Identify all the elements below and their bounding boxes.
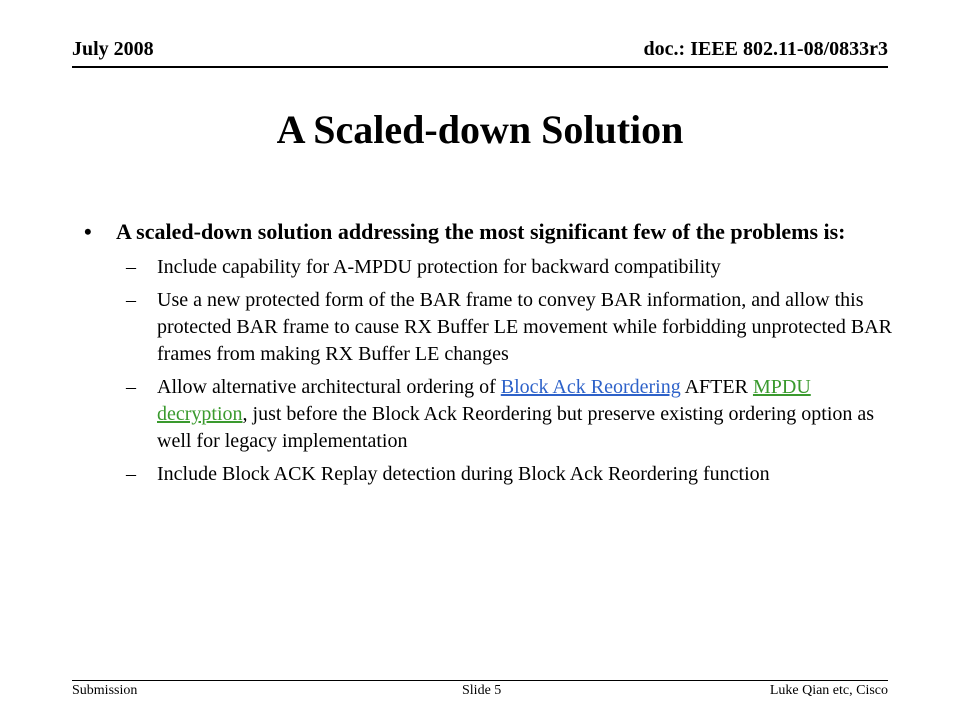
sub-bullet-text-mid: AFTER	[680, 376, 753, 398]
slide-header	[72, 38, 888, 66]
sub-bullet-mark: –	[126, 256, 136, 278]
sub-bullet-text-pre: Allow alternative architectural ordering of	[157, 376, 501, 398]
footer-divider	[72, 680, 888, 681]
slide-title: A Scaled-down Solution	[276, 107, 684, 152]
header-date: July 2008	[72, 38, 154, 60]
sub-bullet-item	[72, 374, 892, 455]
block-ack-reordering-link[interactable]: Block Ack Reordering	[500, 376, 681, 398]
mpdu-decryption-link[interactable]: MPDU decryption	[157, 376, 811, 425]
sub-bullet-item	[72, 254, 892, 281]
footer-submission: Submission	[72, 683, 138, 698]
sub-bullet-item	[72, 287, 892, 368]
footer-author: Luke Qian etc, Cisco	[769, 683, 888, 698]
sub-bullet-list	[72, 254, 892, 488]
sub-bullet-item	[72, 461, 892, 488]
sub-bullet-mark: –	[126, 376, 136, 398]
main-bullet	[72, 216, 892, 247]
footer-slide-number: Slide 5	[462, 683, 502, 698]
sub-bullet-text-post: , just before the Block Ack Reordering but preserve existing ordering option as well for legacy implementation	[157, 403, 875, 452]
bullet-mark: •	[84, 219, 92, 244]
sub-bullet-mark: –	[126, 289, 136, 311]
header-divider	[72, 66, 888, 68]
sub-bullet-text: Use a new protected form of the BAR frame to convey BAR information, and allow this protected BAR frame to cause RX Buffer LE movement while forbidding unprotected BAR frames from making RX Buffer LE changes	[157, 289, 892, 365]
main-bullet-text: A scaled-down solution addressing the most significant few of the problems is:	[116, 219, 846, 244]
sub-bullet-mark: –	[126, 463, 136, 485]
slide-body	[72, 216, 892, 494]
sub-bullet-text: Include Block ACK Replay detection during Block Ack Reordering function	[157, 463, 770, 485]
slide-footer	[72, 683, 888, 703]
sub-bullet-text: Include capability for A-MPDU protection for backward compatibility	[157, 256, 721, 278]
header-doc-id: doc.: IEEE 802.11-08/0833r3	[643, 38, 888, 60]
